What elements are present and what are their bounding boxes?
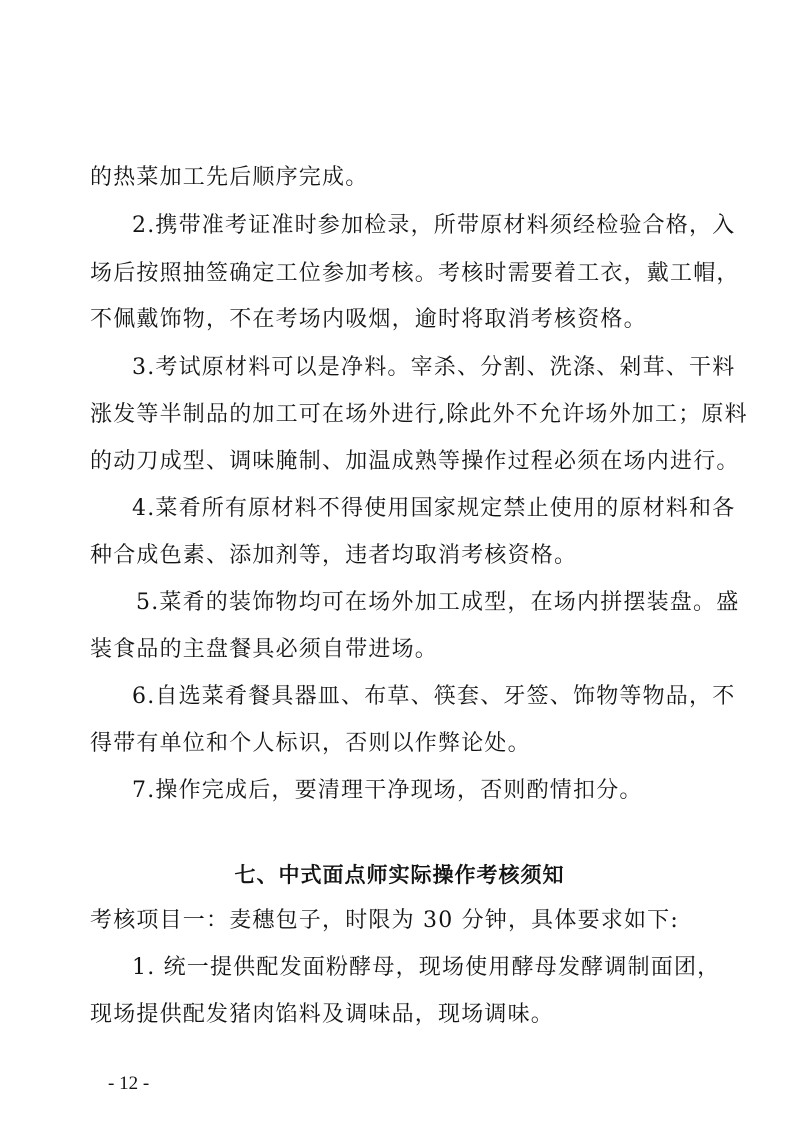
paragraph-line: 6.自选菜肴餐具器皿、布草、筷套、牙签、饰物等物品，不 [132,684,736,709]
paragraph-line: 种合成色素、添加剂等，违者均取消考核资格。 [90,543,578,568]
paragraph-line: 1. 统一提供配发面粉酵母，现场使用酵母发酵调制面团， [132,955,721,980]
paragraph-line: 7.操作完成后，要清理干净现场，否则酌情扣分。 [132,778,643,803]
page-number: - 12 - [108,1073,150,1094]
paragraph-line: 3.考试原材料可以是净料。宰杀、分割、洗涤、剁茸、干料 [132,355,736,380]
paragraph-line: 不佩戴饰物，不在考场内吸烟，逾时将取消考核资格。 [90,307,647,332]
paragraph-line: 2.携带准考证准时参加检录，所带原材料须经检验合格，入 [132,213,736,238]
paragraph-line: 涨发等半制品的加工可在场外进行,除此外不允许场外加工；原料 [90,402,748,427]
section-heading: 七、中式面点师实际操作考核须知 [234,863,565,887]
paragraph-line: 现场提供配发猪肉馅料及调味品，现场调味。 [90,1002,555,1027]
paragraph-line: 5.菜肴的装饰物均可在场外加工成型，在场内拼摆装盘。盛 [136,590,740,615]
paragraph-line: 的动刀成型、调味腌制、加温成熟等操作过程必须在场内进行。 [90,449,740,474]
paragraph-line: 考核项目一：麦穗包子，时限为 30 分钟，具体要求如下: [90,908,679,933]
paragraph-line: 得带有单位和个人标识，否则以作弊论处。 [90,731,531,756]
paragraph-line: 场后按照抽签确定工位参加考核。考核时需要着工衣，戴工帽， [90,261,740,286]
paragraph-line: 的热菜加工先后顺序完成。 [90,165,369,190]
paragraph-line: 装食品的主盘餐具必须自带进场。 [90,637,439,662]
paragraph-line: 4.菜肴所有原材料不得使用国家规定禁止使用的原材料和各 [132,496,736,521]
